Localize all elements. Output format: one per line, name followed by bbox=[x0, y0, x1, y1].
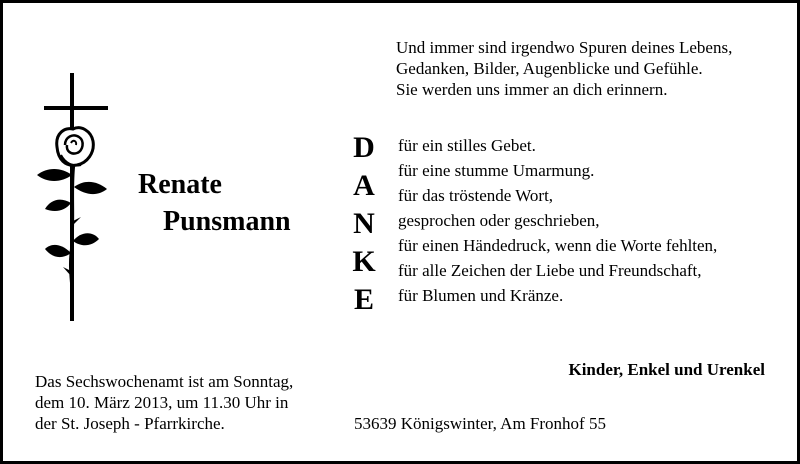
thanks-line: gesprochen oder geschrieben, bbox=[398, 211, 600, 230]
danke-letter: K bbox=[352, 245, 376, 278]
danke-letter: D bbox=[353, 131, 375, 164]
danke-vertical-word bbox=[349, 129, 379, 319]
thanks-line: für Blumen und Kränze. bbox=[398, 286, 564, 305]
announcement-line: der St. Joseph - Pfarrkirche. bbox=[35, 414, 225, 433]
danke-letter: E bbox=[353, 283, 374, 316]
memorial-quote bbox=[396, 37, 732, 100]
announcement-line: dem 10. März 2013, um 11.30 Uhr in bbox=[35, 393, 289, 412]
family-address: 53639 Königswinter, Am Fronhof 55 bbox=[354, 414, 606, 433]
quote-line: Sie werden uns immer an dich erinnern. bbox=[396, 80, 668, 99]
danke-letter: N bbox=[353, 207, 375, 240]
thanks-line: für alle Zeichen der Liebe und Freundschaft, bbox=[398, 261, 702, 280]
quote-line: Und immer sind irgendwo Spuren deines Lebens, bbox=[396, 38, 733, 57]
deceased-first-name: Renate bbox=[138, 169, 222, 200]
deceased-last-name: Punsmann bbox=[163, 206, 291, 237]
thanks-line: für das tröstende Wort, bbox=[398, 186, 554, 205]
mass-announcement bbox=[35, 371, 293, 434]
announcement-line: Das Sechswochenamt ist am Sonntag, bbox=[35, 372, 294, 391]
family-signature: Kinder, Enkel und Urenkel bbox=[568, 360, 765, 379]
thanks-list bbox=[398, 133, 717, 308]
cross-with-rose-icon bbox=[31, 71, 121, 328]
danke-letter: A bbox=[353, 169, 375, 202]
thanks-line: für ein stilles Gebet. bbox=[398, 136, 536, 155]
quote-line: Gedanken, Bilder, Augenblicke und Gefühle. bbox=[396, 59, 703, 78]
thanks-line: für einen Händedruck, wenn die Worte fehlten, bbox=[398, 236, 718, 255]
thanks-line: für eine stumme Umarmung. bbox=[398, 161, 595, 180]
